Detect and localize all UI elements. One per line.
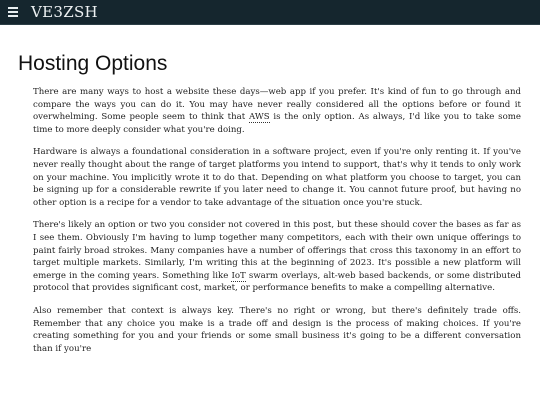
hamburger-menu-icon[interactable] bbox=[8, 7, 18, 17]
iot-abbreviation[interactable]: IoT bbox=[231, 270, 246, 281]
aws-abbreviation[interactable]: AWS bbox=[249, 112, 270, 123]
article-paragraph: Hardware is always a foundational consideration in a software project, even if you're only renting it. If you've never really thought about the range of target platforms you intend to support, that's why it tends to only work on your machine. You implicitly wrote it to do that. Depending on what platform you choose to target, you can be signing up for a considerable rewrite if you later need to change it. You cannot future proof, but having no other option is a recipe for a vendor to take advantage of the situation once you're stuck. bbox=[33, 147, 521, 208]
site-title-link[interactable]: VE3ZSH bbox=[31, 3, 98, 21]
article-body bbox=[33, 86, 521, 365]
paragraph-text: swarm overlays, alt-web based backends, or some distributed protocol that provides significant cost, market, or performance benefits to make a compelling alternative. bbox=[33, 270, 521, 294]
paragraph-text: is the only option. As always, I'd like you to take some time to more deeply consider what you're doing. bbox=[33, 112, 521, 135]
article-paragraph bbox=[33, 219, 521, 295]
article-paragraph: Also remember that context is always key. There's no right or wrong, but there's definitely trade offs. Remember that any choice you make is a trade off and design is the process of making choices. If you're creating something for you and your friends or some small business it's going to be a different conversation than if you're bbox=[33, 305, 521, 354]
menu-icon-bar bbox=[8, 15, 18, 17]
menu-icon-bar bbox=[8, 11, 18, 13]
page-title: Hosting Options bbox=[18, 52, 168, 75]
paragraph-text: There's likely an option or two you consider not covered in this post, but these should cover the bases as far as I see them. Obviously I'm having to lump together many competitors, each with their own unique offerings to paint fairly broad strokes. Many companies have a number of offerings that cross this taxonomy in an effort to target multiple markets. Similarly, I'm writing this at the beginning of 2023. It's possible a new platform will emerge in the coming years. Something like bbox=[33, 220, 521, 281]
menu-icon-bar bbox=[8, 7, 18, 9]
article-paragraph bbox=[33, 86, 521, 136]
top-navigation-bar bbox=[0, 0, 540, 25]
paragraph-text: There are many ways to host a website these days—web app if you prefer. It's kind of fun to go through and compare the ways you can do it. You may have never really considered all the options before or found it overwhelming. Some people seem to think that bbox=[33, 87, 521, 123]
